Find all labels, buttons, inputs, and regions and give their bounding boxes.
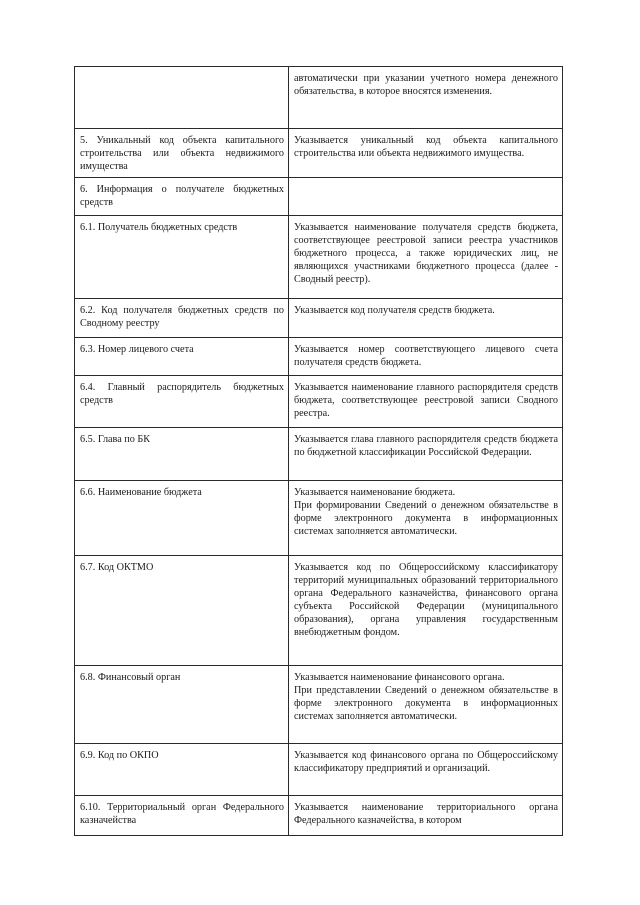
field-description-cell xyxy=(289,744,563,796)
table-row xyxy=(75,178,563,216)
description-paragraph: Указывается наименование бюджета. xyxy=(294,487,456,498)
field-name-cell: 6.2. Код получателя бюджетных средств по Сводному реестру xyxy=(75,299,289,338)
table-row xyxy=(75,129,563,178)
table-row xyxy=(75,666,563,744)
field-name-cell: 5. Уникальный код объекта капитального строительства или объекта недвижимого имущества xyxy=(75,129,289,178)
instructions-table xyxy=(74,66,563,836)
field-name-cell: 6.6. Наименование бюджета xyxy=(75,481,289,556)
field-name-cell: 6.5. Глава по БК xyxy=(75,428,289,481)
description-paragraph: Указывается наименование главного распорядителя средств бюджета, соответствующее реестровой записи Сводного реестра. xyxy=(294,382,558,420)
field-description-cell xyxy=(289,428,563,481)
field-name-cell: 6.10. Территориальный орган Федерального казначейства xyxy=(75,796,289,836)
table-row xyxy=(75,428,563,481)
table-row xyxy=(75,481,563,556)
description-paragraph: Указывается код получателя средств бюджета. xyxy=(294,305,495,316)
description-paragraph: Указывается наименование финансового органа. xyxy=(294,672,505,683)
field-name-cell: 6.8. Финансовый орган xyxy=(75,666,289,744)
table-row xyxy=(75,744,563,796)
field-description-cell xyxy=(289,796,563,836)
field-name-cell: 6.3. Номер лицевого счета xyxy=(75,338,289,376)
table-row xyxy=(75,299,563,338)
field-name-cell: 6. Информация о получателе бюджетных средств xyxy=(75,178,289,216)
description-paragraph: При представлении Сведений о денежном обязательстве в форме электронного документа в информационных системах заполняется автоматически. xyxy=(294,685,558,723)
description-paragraph: Указывается номер соответствующего лицевого счета получателя средств бюджета. xyxy=(294,344,558,369)
description-paragraph: Указывается наименование территориального органа Федерального казначейства, в котором xyxy=(294,802,558,827)
table-row xyxy=(75,556,563,666)
field-description-cell xyxy=(289,67,563,129)
field-description-cell xyxy=(289,376,563,428)
field-name-cell: 6.1. Получатель бюджетных средств xyxy=(75,216,289,299)
field-description-cell xyxy=(289,178,563,216)
table-row xyxy=(75,67,563,129)
field-description-cell xyxy=(289,481,563,556)
description-paragraph: Указывается наименование получателя средств бюджета, соответствующее реестровой записи реестра участников бюджетного процесса, а также юридических лиц, не являющихся участниками бюджетного процесса (далее - Сводный реестр). xyxy=(294,222,558,286)
field-description-cell xyxy=(289,299,563,338)
field-description-cell xyxy=(289,556,563,666)
field-description-cell xyxy=(289,666,563,744)
field-name-cell: 6.4. Главный распорядитель бюджетных средств xyxy=(75,376,289,428)
table-row xyxy=(75,376,563,428)
field-name-cell xyxy=(75,67,289,129)
field-name-cell: 6.9. Код по ОКПО xyxy=(75,744,289,796)
description-paragraph: автоматически при указании учетного номера денежного обязательства, в которое вносятся изменения. xyxy=(294,73,558,98)
description-paragraph: При формировании Сведений о денежном обязательстве в форме электронного документа в информационных системах заполняется автоматически. xyxy=(294,500,558,538)
description-paragraph: Указывается код финансового органа по Общероссийскому классификатору предприятий и организаций. xyxy=(294,750,558,775)
table-row xyxy=(75,338,563,376)
field-name-cell: 6.7. Код ОКТМО xyxy=(75,556,289,666)
field-description-cell xyxy=(289,216,563,299)
table-row xyxy=(75,796,563,836)
description-paragraph: Указывается глава главного распорядителя средств бюджета по бюджетной классификации Российской Федерации. xyxy=(294,434,558,459)
field-description-cell xyxy=(289,338,563,376)
description-paragraph: Указывается уникальный код объекта капитального строительства или объекта недвижимого имущества. xyxy=(294,135,558,160)
field-description-cell xyxy=(289,129,563,178)
table-row xyxy=(75,216,563,299)
description-paragraph: Указывается код по Общероссийскому классификатору территорий муниципальных образований территориального органа Федерального казначейства, финансового органа субъекта Российской Федерации (муниципального образования), органа управления государственным внебюджетным фондом. xyxy=(294,562,558,639)
